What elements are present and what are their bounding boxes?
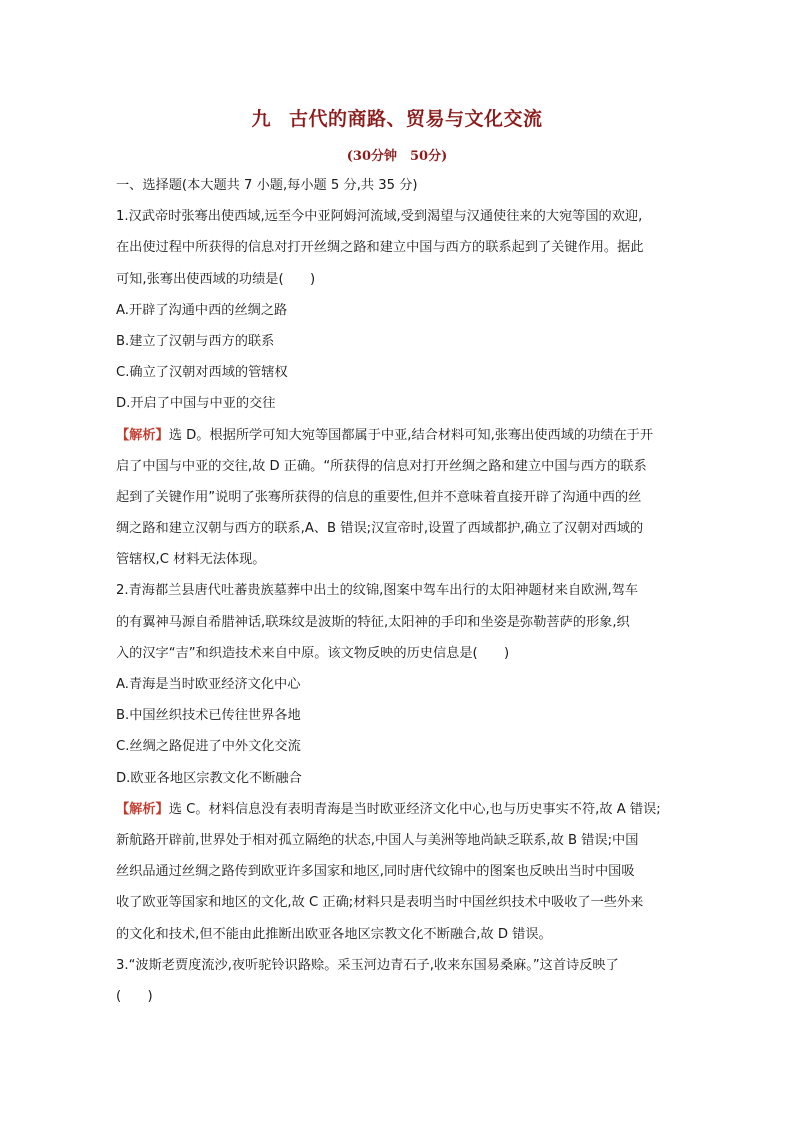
option-b: B.中国丝织技术已传往世界各地	[116, 708, 301, 724]
page-title	[0, 104, 794, 131]
question-stem-line: 1.汉武帝时张骞出使西域,远至今中亚阿姆河流域,受到渴望与汉通使往来的大宛等国的欢迎,	[116, 209, 643, 225]
question-3	[116, 950, 681, 1012]
analysis-tag: 【解析】	[116, 801, 169, 817]
analysis-line	[116, 794, 681, 825]
section-heading: 一、选择题(本大题共 7 小题,每小题 5 分,共 35 分)	[116, 178, 418, 193]
question-stem-line: 入的汉字“吉”和织造技术来自中原。该文物反映的历史信息是( )	[116, 645, 510, 661]
analysis-line: 起到了关键作用”说明了张骞所获得的信息的重要性,但并不意味着直接开辟了沟通中西的丝	[116, 489, 642, 505]
analysis-line: 绸之路和建立汉朝与西方的联系,A、B 错误;汉宣帝时,设置了西域都护,确立了汉朝对西域的	[116, 521, 644, 537]
page-subtitle: (30分钟 50分)	[346, 149, 448, 164]
option-a: A.开辟了沟通中西的丝绸之路	[116, 302, 288, 318]
question-stem-line: 的有翼神马源自希腊神话,联珠纹是波斯的特征,太阳神的手印和坐姿是弥勒菩萨的形象,织	[116, 614, 630, 630]
option-d: D.欧亚各地区宗教文化不断融合	[116, 770, 302, 786]
analysis-line: 管辖权,C 材料无法体现。	[116, 552, 266, 568]
analysis-text: 选 D。根据所学可知大宛等国都属于中亚,结合材料可知,张骞出使西域的功绩在于开	[168, 427, 654, 443]
question-stem-line: 可知,张骞出使西域的功绩是( )	[116, 271, 316, 287]
title-text: 古代的商路、贸易与文化交流	[289, 108, 543, 130]
question-stem-line: ( )	[116, 988, 153, 1004]
question-2	[116, 575, 681, 949]
question-1	[116, 201, 681, 575]
analysis-line: 收了欧亚等国家和地区的文化,故 C 正确;材料只是表明当时中国丝织技术中吸收了一些外来	[116, 895, 644, 911]
option-a: A.青海是当时欧亚经济文化中心	[116, 677, 301, 692]
content-body	[116, 170, 681, 1012]
analysis-text: 选 C。材料信息没有表明青海是当时欧亚经济文化中心,也与历史事实不符,故 A 错误;	[168, 801, 661, 817]
question-stem-line: 3.“波斯老贾度流沙,夜听驼铃识路赊。采玉河边青石子,收来东国易桑麻。”这首诗反映了	[116, 957, 619, 973]
question-stem-line: 在出使过程中所获得的信息对打开丝绸之路和建立中国与西方的联系起到了关键作用。据此	[116, 240, 644, 256]
question-stem-line: 2.青海都兰县唐代吐蕃贵族墓葬中出土的纹锦,图案中驾车出行的太阳神题材来自欧洲,驾车	[116, 583, 639, 599]
title-number: 九	[251, 108, 271, 130]
analysis-line: 启了中国与中亚的交往,故 D 正确。“所获得的信息对打开丝绸之路和建立中国与西方的联系	[116, 458, 647, 474]
option-c: C.确立了汉朝对西域的管辖权	[116, 365, 288, 381]
analysis-line	[116, 420, 681, 451]
analysis-line: 丝织品通过丝绸之路传到欧亚许多国家和地区,同时唐代纹锦中的图案也反映出当时中国吸	[116, 864, 635, 880]
analysis-tag: 【解析】	[116, 427, 169, 443]
analysis-line: 新航路开辟前,世界处于相对孤立隔绝的状态,中国人与美洲等地尚缺乏联系,故 B 错误;中国	[116, 832, 639, 848]
option-c: C.丝绸之路促进了中外文化交流	[116, 739, 301, 755]
option-b: B.建立了汉朝与西方的联系	[116, 333, 275, 349]
analysis-line: 的文化和技术,但不能由此推断出欧亚各地区宗教文化不断融合,故 D 错误。	[116, 926, 552, 942]
option-d: D.开启了中国与中亚的交往	[116, 396, 276, 412]
